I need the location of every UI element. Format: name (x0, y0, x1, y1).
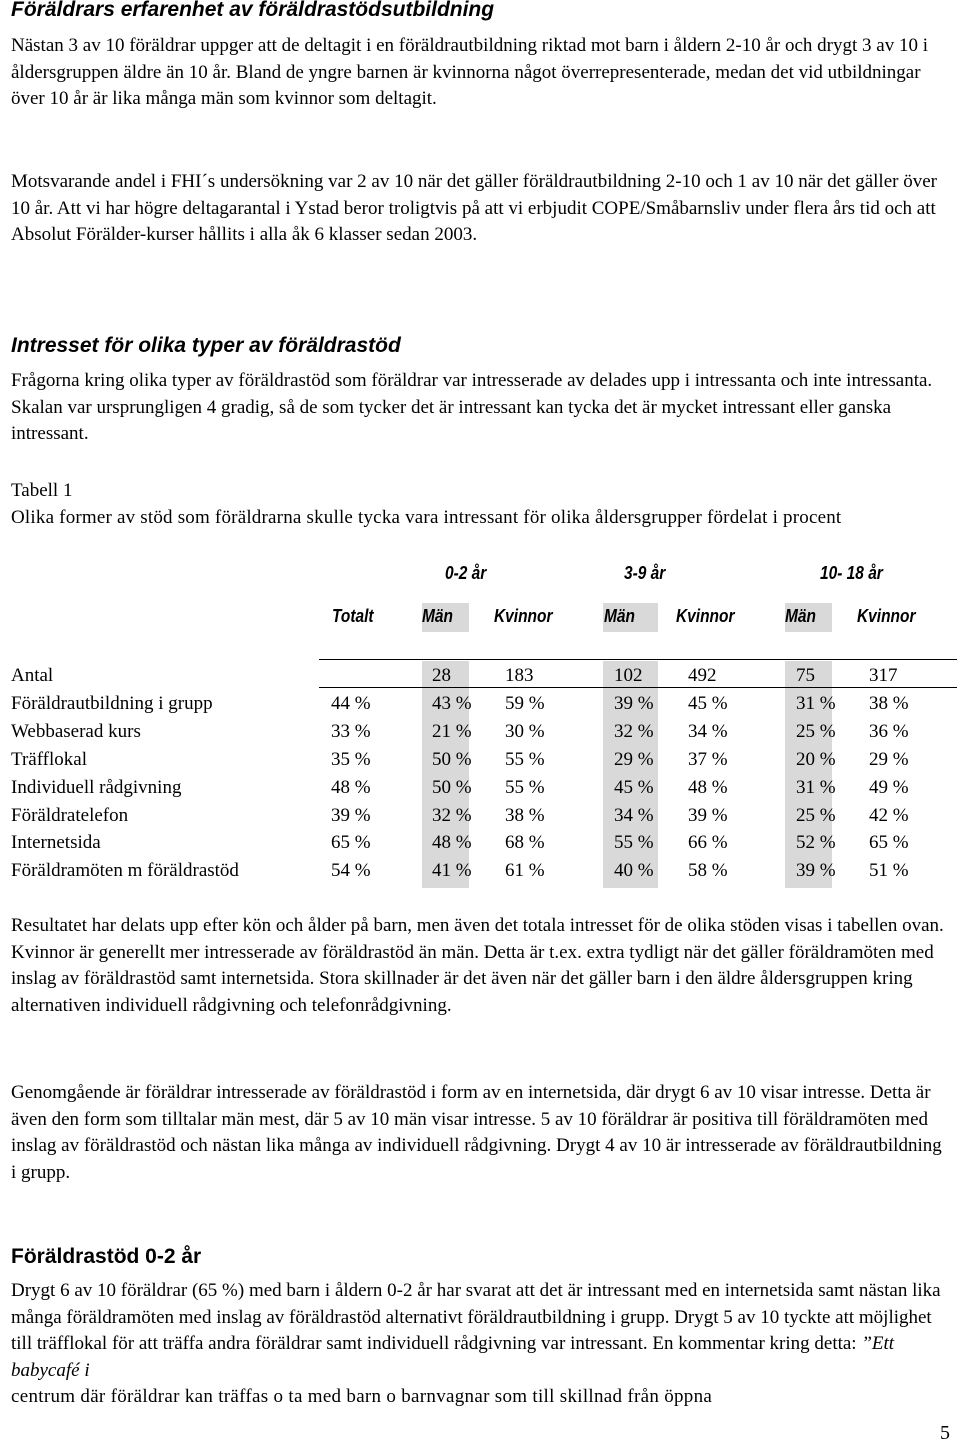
table-cell: 20 % (796, 748, 836, 770)
table-rule (319, 659, 957, 660)
table-row (11, 718, 946, 746)
table-cell: 58 % (688, 860, 728, 882)
table-cell: 29 % (869, 748, 909, 770)
section-title-experience: Föräldrars erfarenhet av föräldrastödsutbildning (11, 0, 495, 21)
table-row (11, 746, 946, 774)
row-label: Antal (11, 665, 54, 686)
table-cell: 35 % (331, 748, 371, 770)
table-cell: 32 % (432, 804, 472, 826)
table-cell: 38 % (505, 804, 545, 826)
column-header: Män (785, 606, 816, 626)
paragraph (11, 33, 946, 113)
paragraph (11, 368, 946, 448)
table-cell: 21 % (432, 720, 472, 742)
table-row (11, 774, 946, 802)
table-cell: 40 % (614, 860, 654, 882)
table-cell: 492 (688, 665, 717, 686)
table-row (11, 690, 946, 718)
table-row (11, 829, 946, 857)
table-cell: 55 % (505, 776, 545, 798)
table-cell: 65 % (331, 832, 371, 854)
table-cell: 55 % (614, 832, 654, 854)
table-caption-block (11, 478, 946, 531)
table-row (11, 857, 946, 885)
table-row (11, 802, 946, 830)
age-group-header: 3-9 år (624, 563, 666, 583)
table-cell: 32 % (614, 720, 654, 742)
age-group-header: 0-2 år (445, 563, 487, 583)
column-header: Totalt (332, 606, 374, 626)
table-cell: 34 % (614, 804, 654, 826)
table-cell: 49 % (869, 776, 909, 798)
table-cell: 29 % (614, 748, 654, 770)
paragraph (11, 1080, 946, 1186)
table-cell: 48 % (688, 776, 728, 798)
table-cell: 55 % (505, 748, 545, 770)
table-cell: 25 % (796, 720, 836, 742)
section-heading (11, 334, 946, 358)
age-group-header: 10- 18 år (820, 563, 883, 583)
table-cell: 317 (869, 665, 898, 686)
table-label: Tabell 1 (11, 480, 73, 501)
table-cell: 48 % (432, 832, 472, 854)
paragraph-0-2-text: Drygt 6 av 10 föräldrar (65 %) med barn i åldern 0-2 år har svarat att det är intressant med en internetsida samt nästan lika många föräldramöten med inslag av föräldrastöd alternativt föräldrautbildning i grupp. Drygt 5 av 10 tyckte att möjlighet till träfflokal för att träffa andra föräldrar samt individuell rådgivning var intressant. En kommentar kring detta: (11, 1280, 941, 1354)
table-cell: 102 (614, 665, 643, 686)
column-header: Kvinnor (494, 606, 553, 626)
table-cell: 66 % (688, 832, 728, 854)
row-label: Internetsida (11, 832, 101, 854)
row-label: Webbaserad kurs (11, 720, 141, 742)
table-cell: 44 % (331, 692, 371, 714)
table-cell: 75 (796, 665, 815, 686)
paragraph-interest: Frågorna kring olika typer av föräldrastöd som föräldrar var intresserade av delades upp i intressanta och inte intressanta. Skalan var ursprungligen 4 gradig, så de som tycker det är intressant kan tycka det är mycket intressant eller ganska intressant. (11, 370, 933, 444)
column-header: Kvinnor (857, 606, 916, 626)
section-heading (11, 1245, 946, 1269)
table-cell: 183 (505, 665, 534, 686)
quote-text: ”Ett babycafé i (11, 1333, 895, 1381)
page-number: 5 (940, 1422, 950, 1444)
table-cell: 42 % (869, 804, 909, 826)
row-label: Föräldratelefon (11, 804, 129, 826)
table-cell: 39 % (796, 860, 836, 882)
table-cell: 33 % (331, 720, 371, 742)
table-cell: 51 % (869, 860, 909, 882)
row-label: Föräldrautbildning i grupp (11, 692, 213, 714)
table-cell: 50 % (432, 748, 472, 770)
paragraph-experience: Nästan 3 av 10 föräldrar uppger att de deltagit i en föräldrautbildning riktad mot barn i åldern 2-10 år och drygt 3 av 10 i åldersgruppen äldre än 10 år. Bland de yngre barnen är kvinnorna något överrepresenterade, medan det vid utbildningar över 10 år är lika många män som kvinnor som deltagit. (11, 35, 928, 109)
paragraph (11, 913, 946, 1019)
table-cell: 45 % (614, 776, 654, 798)
table-cell: 31 % (796, 692, 836, 714)
table-cell: 28 (432, 665, 451, 686)
table-cell: 34 % (688, 720, 728, 742)
section-title-0-2: Föräldrastöd 0-2 år (11, 1245, 202, 1268)
table-cell: 61 % (505, 860, 545, 882)
paragraph (11, 1278, 946, 1411)
paragraph-0-2-last-line: centrum där föräldrar kan träffas o ta med barn o barnvagnar som till skillnad från öppna (11, 1386, 713, 1407)
table-caption: Olika former av stöd som föräldrarna skulle tycka vara intressant för olika åldersgrupper fördelat i procent (11, 506, 842, 528)
row-label: Individuell rådgivning (11, 776, 182, 798)
table-cell: 37 % (688, 748, 728, 770)
table-cell: 36 % (869, 720, 909, 742)
paragraph-results: Resultatet har delats upp efter kön och ålder på barn, men även det totala intresset för de olika stöden visas i tabellen ovan. Kvinnor är generellt mer intresserade av föräldrastöd än män. Detta är t.ex. extra tydligt när det gäller föräldramöten med inslag av föräldrastöd samt internetsida. Stora skillnader är det även när det gäller barn i den äldre åldersgruppen kring alternativen individuell rådgivning och telefonrådgivning. (11, 915, 944, 1016)
table-cell: 39 % (614, 692, 654, 714)
section-title-interest: Intresset för olika typer av föräldrastöd (11, 334, 401, 357)
row-label: Träfflokal (11, 748, 87, 770)
section-heading (11, 0, 946, 22)
table-row (11, 662, 946, 690)
table-cell: 31 % (796, 776, 836, 798)
column-header: Män (604, 606, 635, 626)
table-cell: 30 % (505, 720, 545, 742)
table-cell: 48 % (331, 776, 371, 798)
column-header: Kvinnor (676, 606, 735, 626)
table-cell: 68 % (505, 832, 545, 854)
table-cell: 50 % (432, 776, 472, 798)
column-header: Män (422, 606, 453, 626)
paragraph (11, 169, 946, 249)
paragraph-0-2 (11, 1278, 946, 1411)
table-cell: 43 % (432, 692, 472, 714)
table-cell: 38 % (869, 692, 909, 714)
table-cell: 45 % (688, 692, 728, 714)
table-cell: 59 % (505, 692, 545, 714)
row-label: Föräldramöten m föräldrastöd (11, 860, 239, 882)
table-cell: 52 % (796, 832, 836, 854)
table-cell: 39 % (331, 804, 371, 826)
table-cell: 39 % (688, 804, 728, 826)
paragraph-internet: Genomgående är föräldrar intresserade av föräldrastöd i form av en internetsida, där drygt 6 av 10 visar intresse. Detta är även den form som tilltalar män mest, där 5 av 10 män visar intresse. 5 av 10 föräldrar är positiva till föräldramöten med inslag av föräldrastöd och nästan lika många av individuell rådgivning. Drygt 4 av 10 är intresserade av föräldrautbildning i grupp. (11, 1082, 942, 1183)
table-cell: 41 % (432, 860, 472, 882)
paragraph-fhi: Motsvarande andel i FHI´s undersökning var 2 av 10 när det gäller föräldrautbildning 2-10 och 1 av 10 när det gäller över 10 år. Att vi har högre deltagarantal i Ystad beror troligtvis på att vi erbjudit COPE/Småbarnsliv under flera års tid och att Absolut Förälder-kurser hållits i alla åk 6 klasser sedan 2003. (11, 171, 937, 245)
table-cell: 25 % (796, 804, 836, 826)
table-cell: 54 % (331, 860, 371, 882)
table-cell: 65 % (869, 832, 909, 854)
